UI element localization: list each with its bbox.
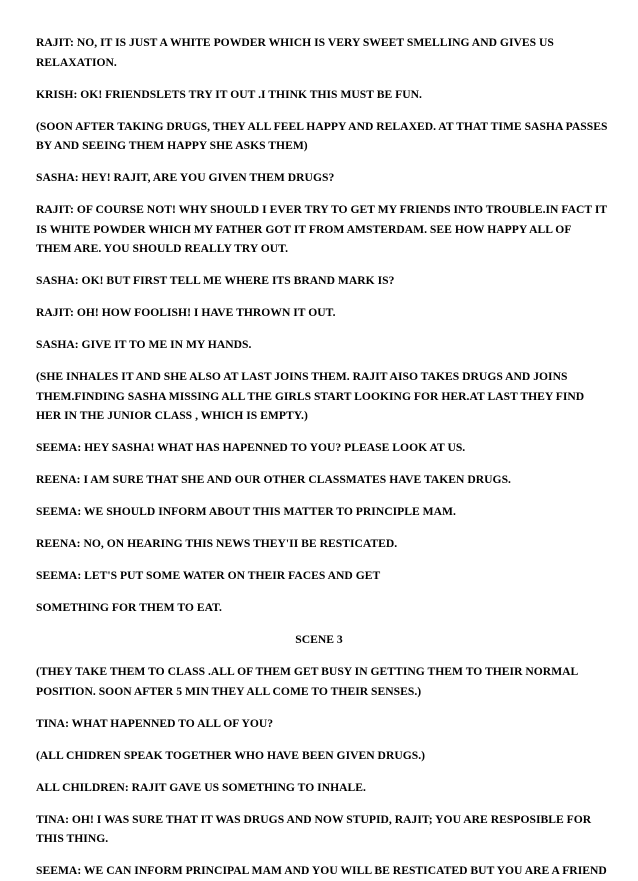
scene-heading: SCENE 3 bbox=[295, 633, 343, 646]
dialogue-seema-hey-sasha: SEEMA: HEY SASHA! WHAT HAS HAPENNED TO YOU? PLEASE LOOK AT US. bbox=[36, 441, 466, 454]
dialogue-seema-inform-principle: SEEMA: WE SHOULD INFORM ABOUT THIS MATTER TO PRINCIPLE MAM. bbox=[36, 505, 456, 518]
dialogue-all-children: ALL CHILDREN: RAJIT GAVE US SOMETHING TO INHALE. bbox=[36, 780, 366, 794]
dialogue-tina-responsible: TINA: OH! I WAS SURE THAT IT WAS DRUGS AND NOW STUPID, RAJIT; YOU ARE RESPOSIBLE FOR THIS THING. bbox=[36, 812, 592, 845]
dialogue-sasha-give-it: SASHA: GIVE IT TO ME IN MY HANDS. bbox=[36, 338, 252, 351]
dialogue-sasha-brand-mark: SASHA: OK! BUT FIRST TELL ME WHERE ITS BRAND MARK IS? bbox=[36, 274, 395, 287]
dialogue-rajit-white-powder: RAJIT: NO, IT IS JUST A WHITE POWDER WHICH IS VERY SWEET SMELLING AND GIVES US RELAXATION. bbox=[36, 36, 554, 69]
dialogue-tina-what-happened: TINA: WHAT HAPENNED TO ALL OF YOU? bbox=[36, 716, 274, 730]
dialogue-seema-eat: SOMETHING FOR THEM TO EAT. bbox=[36, 601, 222, 614]
stage-direction-sasha-inhales: (SHE INHALES IT AND SHE ALSO AT LAST JOINS THEM. RAJIT AISO TAKES DRUGS AND JOINS THEM.FINDING SASHA MISSING ALL THE GIRLS START LOOKING FOR HER.AT LAST THEY FIND HER IN THE JUNIOR CLASS , WHICH IS EMPTY.) bbox=[36, 370, 585, 422]
stage-direction-take-to-class: (THEY TAKE THEM TO CLASS .ALL OF THEM GET BUSY IN GETTING THEM TO THEIR NORMAL POSITION. SOON AFTER 5 MIN THEY ALL COME TO THEIR SENSES.) bbox=[36, 665, 578, 698]
stage-direction-children-speak: (ALL CHIDREN SPEAK TOGETHER WHO HAVE BEEN GIVEN DRUGS.) bbox=[36, 748, 426, 762]
dialogue-rajit-thrown-out: RAJIT: OH! HOW FOOLISH! I HAVE THROWN IT OUT. bbox=[36, 306, 336, 319]
dialogue-rajit-of-course-not: RAJIT: OF COURSE NOT! WHY SHOULD I EVER TRY TO GET MY FRIENDS INTO TROUBLE.IN FACT IT IS WHITE POWDER WHICH MY FATHER GOT IT FROM AMSTERDAM. SEE HOW HAPPY ALL OF THEM ARE. YOU SHOULD REALLY TRY OUT. bbox=[36, 203, 607, 255]
stage-direction-sasha-passes: (SOON AFTER TAKING DRUGS, THEY ALL FEEL HAPPY AND RELAXED. AT THAT TIME SASHA PASSES BY AND SEEING THEM HAPPY SHE ASKS THEM) bbox=[36, 119, 608, 152]
dialogue-seema-inform-principal: SEEMA: WE CAN INFORM PRINCIPAL MAM AND YOU WILL BE RESTICATED BUT YOU ARE A FRIEND bbox=[36, 864, 607, 877]
dialogue-reena-resticated: REENA: NO, ON HEARING THIS NEWS THEY'II BE RESTICATED. bbox=[36, 537, 398, 550]
dialogue-krish-try-it: KRISH: OK! FRIENDSLETS TRY IT OUT .I THINK THIS MUST BE FUN. bbox=[36, 87, 422, 101]
dialogue-sasha-question: SASHA: HEY! RAJIT, ARE YOU GIVEN THEM DRUGS? bbox=[36, 171, 335, 184]
dialogue-reena-taken-drugs: REENA: I AM SURE THAT SHE AND OUR OTHER CLASSMATES HAVE TAKEN DRUGS. bbox=[36, 473, 511, 486]
dialogue-seema-water: SEEMA: LET'S PUT SOME WATER ON THEIR FACES AND GET bbox=[36, 569, 381, 582]
